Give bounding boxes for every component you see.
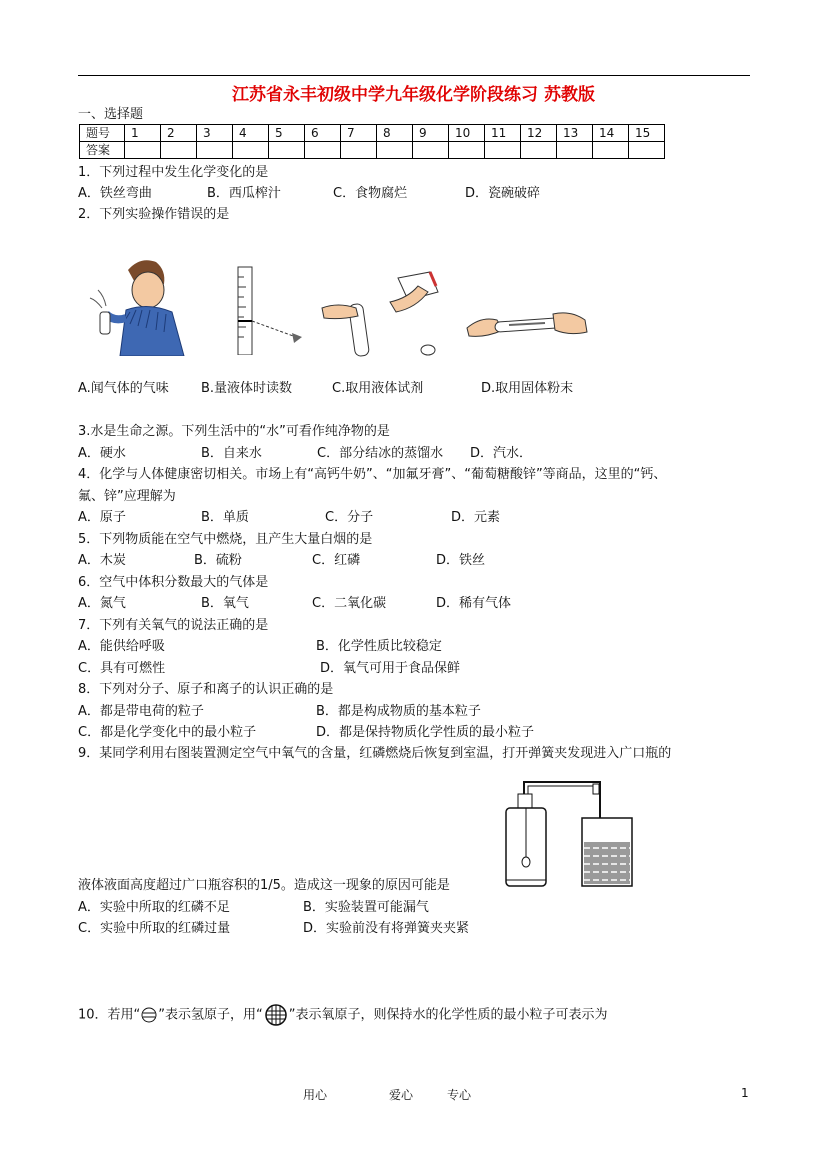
option-b: B．都是构成物质的基本粒子 <box>316 704 481 719</box>
smell-gas-illustration <box>80 252 190 356</box>
table-cell: 4 <box>233 125 269 142</box>
question-stem: 8．下列对分子、原子和离子的认识正确的是 <box>78 682 334 697</box>
question-stem: 4．化学与人体健康密切相关。市场上有“高钙牛奶”、“加氟牙膏”、“葡萄糖酸锌”等商品，这里的“钙、 <box>78 467 667 482</box>
table-row <box>80 125 665 142</box>
answer-cell[interactable] <box>161 142 197 159</box>
option-d: D．都是保持物质化学性质的最小粒子 <box>316 725 535 740</box>
option-d: D．元素 <box>451 510 501 525</box>
table-cell: 6 <box>305 125 341 142</box>
answer-table <box>79 124 665 159</box>
answer-cell[interactable] <box>305 142 341 159</box>
answer-cell[interactable] <box>233 142 269 159</box>
option-d: D.取用固体粉末 <box>481 381 574 396</box>
table-header-cell: 题号 <box>80 125 125 142</box>
answer-cell[interactable] <box>125 142 161 159</box>
oxygen-apparatus-illustration <box>500 776 652 888</box>
option-c: C.取用液体试剂 <box>332 381 424 396</box>
option-b: B．硫粉 <box>194 553 242 568</box>
option-c: C．分子 <box>325 510 374 525</box>
option-c: C．部分结冰的蒸馏水 <box>317 446 444 461</box>
option-c: C．食物腐烂 <box>333 186 408 201</box>
option-b: B.量液体时读数 <box>201 381 293 396</box>
hydrogen-atom-icon <box>140 1007 158 1023</box>
table-cell: 8 <box>377 125 413 142</box>
table-cell: 10 <box>449 125 485 142</box>
question-stem: 3.水是生命之源。下列生活中的“水”可看作纯净物的是 <box>78 424 390 439</box>
table-cell: 15 <box>629 125 665 142</box>
option-d: D．瓷碗破碎 <box>465 186 541 201</box>
table-cell: 1 <box>125 125 161 142</box>
pour-liquid-illustration <box>318 268 446 360</box>
option-a: A．原子 <box>78 510 126 525</box>
table-cell: 13 <box>557 125 593 142</box>
answer-cell[interactable] <box>485 142 521 159</box>
table-cell: 14 <box>593 125 629 142</box>
option-a: A.闻气体的气味 <box>78 381 169 396</box>
table-cell: 9 <box>413 125 449 142</box>
option-b: B．西瓜榨汁 <box>207 186 281 201</box>
table-cell: 2 <box>161 125 197 142</box>
option-a: A．木炭 <box>78 553 126 568</box>
answer-cell[interactable] <box>413 142 449 159</box>
answer-cell[interactable] <box>521 142 557 159</box>
header-rule <box>78 75 750 76</box>
section-heading: 一、选择题 <box>78 107 144 122</box>
question-stem: 10．若用“ ”表示氢原子，用“ ”表示氧原子，则保持水的化学性质的最小粒子可表示为 <box>78 1004 608 1026</box>
graduated-cylinder-illustration <box>222 265 318 355</box>
page-number: 1 <box>741 1086 749 1100</box>
answer-cell[interactable] <box>341 142 377 159</box>
answer-cell[interactable] <box>197 142 233 159</box>
option-c: C．具有可燃性 <box>78 661 166 676</box>
option-b: B．实验装置可能漏气 <box>303 900 429 915</box>
table-cell: 3 <box>197 125 233 142</box>
option-c: C．二氧化碳 <box>312 596 387 611</box>
option-c: C．都是化学变化中的最小粒子 <box>78 725 257 740</box>
footer-left: 用心 <box>303 1088 328 1102</box>
option-c: C．红磷 <box>312 553 361 568</box>
table-cell: 7 <box>341 125 377 142</box>
answer-cell[interactable] <box>269 142 305 159</box>
option-d: D．稀有气体 <box>436 596 512 611</box>
footer-mid: 爱心 <box>389 1088 414 1102</box>
table-header-cell: 答案 <box>80 142 125 159</box>
answer-cell[interactable] <box>449 142 485 159</box>
question-stem-continued: 氟、锌”应理解为 <box>78 489 176 504</box>
answer-cell[interactable] <box>557 142 593 159</box>
option-b: B．自来水 <box>201 446 262 461</box>
option-a: A．硬水 <box>78 446 126 461</box>
option-a: A．实验中所取的红磷不足 <box>78 900 230 915</box>
footer-right: 专心 <box>447 1088 472 1102</box>
question-stem: 9．某同学利用右图装置测定空气中氧气的含量，红磷燃烧后恢复到室温，打开弹簧夹发现进入广口瓶的 <box>78 746 672 761</box>
option-d: D．实验前没有将弹簧夹夹紧 <box>303 921 470 936</box>
table-cell: 5 <box>269 125 305 142</box>
table-cell: 11 <box>485 125 521 142</box>
option-c: C．实验中所取的红磷过量 <box>78 921 231 936</box>
option-a: A．铁丝弯曲 <box>78 186 152 201</box>
question-stem-continued: 液体液面高度超过广口瓶容积的1/5。造成这一现象的原因可能是 <box>78 878 450 893</box>
solid-powder-illustration <box>465 304 591 348</box>
option-a: A．能供给呼吸 <box>78 639 165 654</box>
option-b: B．氧气 <box>201 596 249 611</box>
question-stem: 6．空气中体积分数最大的气体是 <box>78 575 269 590</box>
option-d: D．汽水． <box>470 446 533 461</box>
option-d: D．铁丝 <box>436 553 486 568</box>
option-d: D．氧气可用于食品保鲜 <box>320 661 461 676</box>
answer-cell[interactable] <box>377 142 413 159</box>
option-b: B．化学性质比较稳定 <box>316 639 442 654</box>
question-stem: 7．下列有关氧气的说法正确的是 <box>78 618 269 633</box>
option-b: B．单质 <box>201 510 249 525</box>
answer-cell[interactable] <box>593 142 629 159</box>
question-stem: 1．下列过程中发生化学变化的是 <box>78 165 269 180</box>
option-a: A．都是带电荷的粒子 <box>78 704 204 719</box>
oxygen-atom-icon <box>263 1004 289 1026</box>
page-title: 江苏省永丰初级中学九年级化学阶段练习 苏教版 <box>232 85 595 105</box>
question-stem: 5．下列物质能在空气中燃烧，且产生大量白烟的是 <box>78 532 373 547</box>
table-cell: 12 <box>521 125 557 142</box>
answer-cell[interactable] <box>629 142 665 159</box>
table-row <box>80 142 665 159</box>
option-a: A．氮气 <box>78 596 126 611</box>
question-stem: 2．下列实验操作错误的是 <box>78 207 230 222</box>
